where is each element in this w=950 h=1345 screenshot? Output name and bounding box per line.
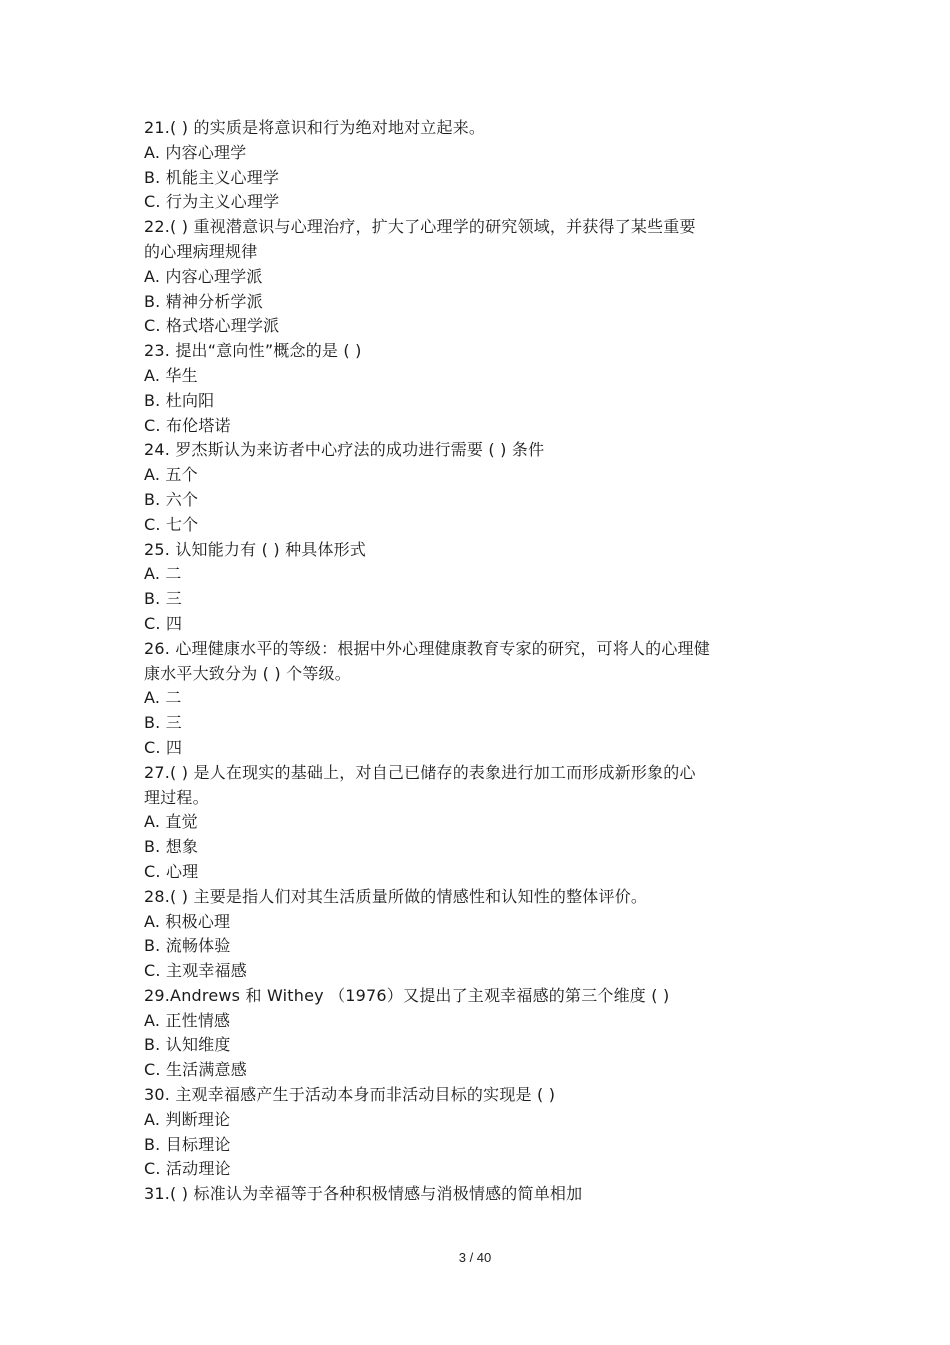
text-line: A. 判断理论 <box>144 1109 231 1129</box>
text-line: 22.( ) 重视潜意识与心理治疗，扩大了心理学的研究领域，并获得了某些重要 <box>144 217 696 237</box>
text-line: C. 格式塔心理学派 <box>144 316 280 336</box>
text-line: C. 七个 <box>144 514 199 534</box>
text-line: B. 三 <box>144 589 182 609</box>
text-line: C. 心理 <box>144 861 199 881</box>
page-number: 3 / 40 <box>458 1250 492 1265</box>
text-line: A. 内容心理学 <box>144 142 247 162</box>
text-line: C. 行为主义心理学 <box>144 192 280 212</box>
text-line: B. 精神分析学派 <box>144 291 263 311</box>
text-line: A. 内容心理学派 <box>144 266 263 286</box>
text-line: C. 主观幸福感 <box>144 961 247 981</box>
text-line: 25. 认知能力有 ( ) 种具体形式 <box>144 539 367 559</box>
text-line: B. 三 <box>144 713 182 733</box>
text-line: C. 生活满意感 <box>144 1060 247 1080</box>
text-line: A. 正性情感 <box>144 1010 231 1030</box>
text-line: A. 二 <box>144 564 182 584</box>
text-line: B. 想象 <box>144 837 199 857</box>
text-line: A. 直觉 <box>144 812 198 832</box>
text-line: C. 活动理论 <box>144 1159 231 1179</box>
text-line: 30. 主观幸福感产生于活动本身而非活动目标的实现是 ( ) <box>144 1085 556 1105</box>
text-line: A. 五个 <box>144 465 198 485</box>
text-line: 26. 心理健康水平的等级：根据中外心理健康教育专家的研究，可将人的心理健 <box>144 638 710 658</box>
text-line: B. 杜向阳 <box>144 390 215 410</box>
text-line: C. 布伦塔诺 <box>144 415 231 435</box>
text-line: A. 积极心理 <box>144 911 231 931</box>
text-line: B. 认知维度 <box>144 1035 231 1055</box>
text-line: 31.( ) 标准认为幸福等于各种积极情感与消极情感的简单相加 <box>144 1184 583 1204</box>
text-line: B. 流畅体验 <box>144 936 231 956</box>
text-line: A. 二 <box>144 688 182 708</box>
document-body <box>144 116 784 1207</box>
text-line: B. 六个 <box>144 489 199 509</box>
text-line: C. 四 <box>144 737 183 757</box>
text-line: 理过程。 <box>144 787 209 807</box>
text-line: 28.( ) 主要是指人们对其生活质量所做的情感性和认知性的整体评价。 <box>144 886 648 906</box>
text-line: 29.Andrews 和 Withey （1976）又提出了主观幸福感的第三个维度 ( ) <box>144 985 670 1005</box>
text-line: B. 机能主义心理学 <box>144 167 280 187</box>
text-line: 康水平大致分为 ( ) 个等级。 <box>144 663 351 683</box>
text-line: A. 华生 <box>144 365 198 385</box>
text-line: 的心理病理规律 <box>144 241 258 261</box>
text-line: 21.( ) 的实质是将意识和行为绝对地对立起来。 <box>144 118 486 137</box>
text-line: 27.( ) 是人在现实的基础上，对自己已储存的表象进行加工而形成新形象的心 <box>144 762 696 782</box>
text-line: C. 四 <box>144 613 183 633</box>
text-line: 24. 罗杰斯认为来访者中心疗法的成功进行需要 ( ) 条件 <box>144 440 545 460</box>
text-line: B. 目标理论 <box>144 1134 231 1154</box>
text-line: 23. 提出“意向性”概念的是 ( ) <box>144 341 362 361</box>
